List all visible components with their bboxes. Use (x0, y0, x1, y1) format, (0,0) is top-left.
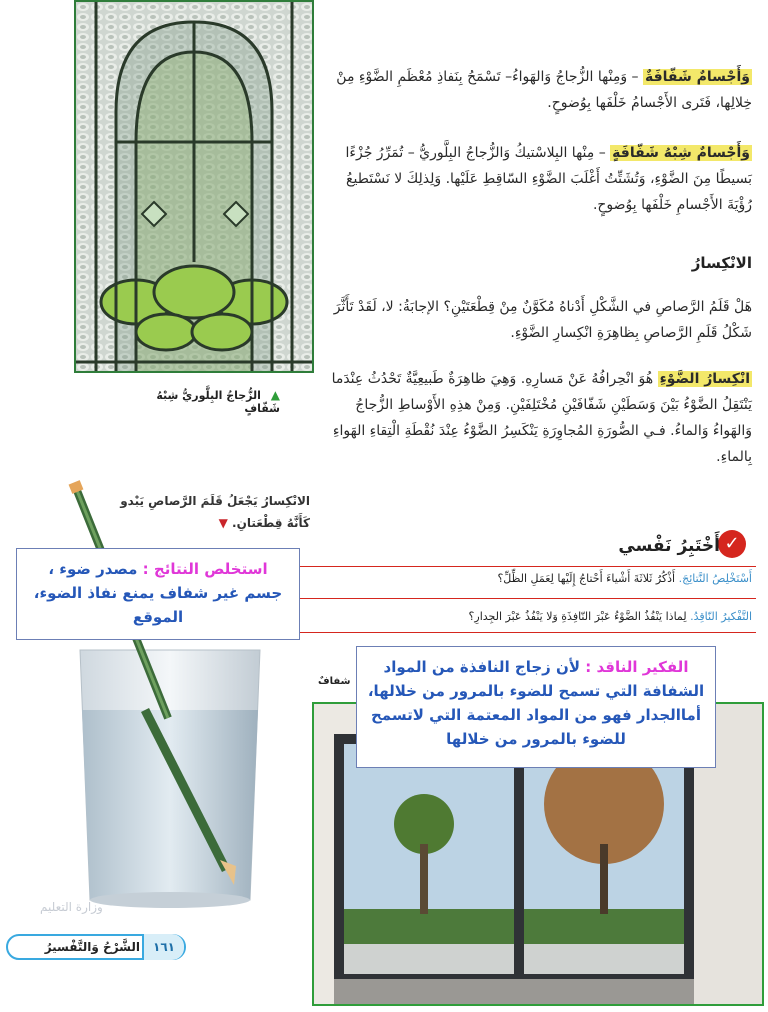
quiz-title: أَخْتَبِرُ نَفْسي (618, 536, 720, 556)
transparent-text: – وَمِنْها الزُّجاجُ وَالهَواءُ– تَسْمَحُ بِنَفاذِ مُعْظَمِ الضَّوْءِ مِنْ خِلالِها، فَتَرى الأَجْسامُ خَلْفَها بِوُضوحٍ. (336, 69, 752, 111)
stained-glass-illustration (76, 2, 312, 371)
semi-transparent-text: – مِنْها البِلاسْتيكُ وَالزُّجاجُ البِلَّوريُّ – تُمَرِّرُ جُزْءًا بَسيطًا مِنَ الضَّوْءِ، وَتُشَتِّتُ أَغْلَبَ الضَّوْءِ السّاقِطِ عَلَيْها. وَلِذلِكَ لا نَسْتَطيعُ رُؤْيَةَ الأَجْسامِ خَلْفَها بِوُضوحٍ. (345, 145, 752, 213)
stained-glass-image (74, 0, 314, 373)
question-1-text: أَذْكُرُ ثَلاثَةَ أَشْياءَ أَحْتاجُ إِلَيْها لِعَمَلِ الظِّلِّ؟ (497, 572, 676, 585)
transparent-paragraph (322, 64, 752, 116)
transparent-term: وَأَجْسامٌ شَفّافَةٌ (645, 69, 750, 85)
pencil-glass-illustration (50, 480, 290, 920)
partial-caption-text: شفافٌ (318, 676, 351, 687)
pencil-in-glass-image (50, 480, 290, 920)
answer-1-text: مصدر ضوء ، جسم غير شفاف يمنع نفاذ الضوء، الموقع (33, 560, 283, 626)
quiz-divider (300, 598, 756, 599)
answer-1-label: استخلص النتائج : (142, 560, 268, 578)
watermark: وزارة التعليم (40, 900, 103, 914)
footer-bar (6, 934, 186, 960)
semi-transparent-term: وَأَجْسامٌ شِبْهُ شَفّافَةٍ (612, 145, 750, 161)
question-2-skill: التَّفْكيرُ النّاقِدُ. (690, 610, 752, 623)
answer-2-text: لأن زجاج النافذة من المواد الشفافة التي تسمح للضوء بالمرور من خلالها، أماالجدار فهو من المواد المعتمة التي لاتسمح للضوء بالمرور من خلالها (367, 658, 705, 748)
question-2-text: لِماذا يَنْفُذُ الضَّوْءُ عَبْرَ النّافِذَةِ وَلا يَنْفُذُ عَبْرَ الجِدارِ؟ (468, 610, 687, 623)
refraction-term: انْكِسارُ الضَّوْءِ (659, 371, 750, 387)
triangle-down-icon: ▼ (218, 516, 228, 530)
pencil-question-paragraph: هَلْ قَلَمُ الرَّصاصِ في الشَّكْلِ أَدْناهُ مُكَوَّنٌ مِنْ قِطْعَتَيْنِ؟ الإجابَةُ: لا، لَقَدْ تَأَثَّرَ شَكْلُ قَلَمِ الرَّصاصِ بِظاهِرَةِ انْكِسارِ الضَّوْءِ. (333, 299, 752, 341)
triangle-icon: ▲ (270, 388, 280, 402)
page-number: ١٦١ (142, 934, 184, 960)
refraction-heading: الانْكِسارُ (691, 254, 752, 272)
checkmark-icon: ✓ (718, 530, 746, 558)
refraction-definition-text: هُوَ انْحِرافُهُ عَنْ مَسارِهِ. وَهِيَ ظاهِرَةٌ طَبيعِيَّةٌ تَحْدُثُ عِنْدَما يَنْتَقِلُ الضَّوْءُ بَيْنَ وَسَطَيْنِ شَفّافَيْنِ مُخْتَلِفَيْنِ. وَمِنْ هذِهِ الأَوْساطِ الزُّجاجُ وَالهَواءُ وَالماءُ. فـي الصُّورَةِ المُجاوِرَةِ يَنْكَسِرُ الضَّوْءُ عِنْدَ نُقْطَةِ الْتِقاءِ الهَواءِ بِالماءِ. (331, 371, 752, 465)
quiz-question-1 (497, 572, 752, 585)
quiz-divider (300, 566, 756, 567)
question-1-skill: أَسْتَخْلِصُ النَّتائِجَ. (678, 572, 752, 585)
quiz-question-2 (469, 610, 752, 623)
quiz-divider (300, 632, 756, 633)
semi-transparent-paragraph (322, 140, 752, 218)
refraction-definition-paragraph (322, 366, 752, 470)
stained-glass-caption: ▲ الزُّجاجُ البِلَّوريُّ شِبْهُ شَفّافٍ (156, 388, 280, 415)
answer-2-label: الفكير الناقد : (585, 658, 689, 676)
section-title: الشَّرْحُ وَالتَّفْسيرُ (44, 940, 140, 954)
answer-box-conclusions (16, 548, 300, 640)
pencil-caption: الانْكِسارُ يَجْعَلُ قَلَمَ الرَّصاصِ يَبْدو كَأَنَّهُ قِطْعَتانِ. ▼ (120, 494, 310, 530)
answer-box-critical-thinking (356, 646, 716, 768)
